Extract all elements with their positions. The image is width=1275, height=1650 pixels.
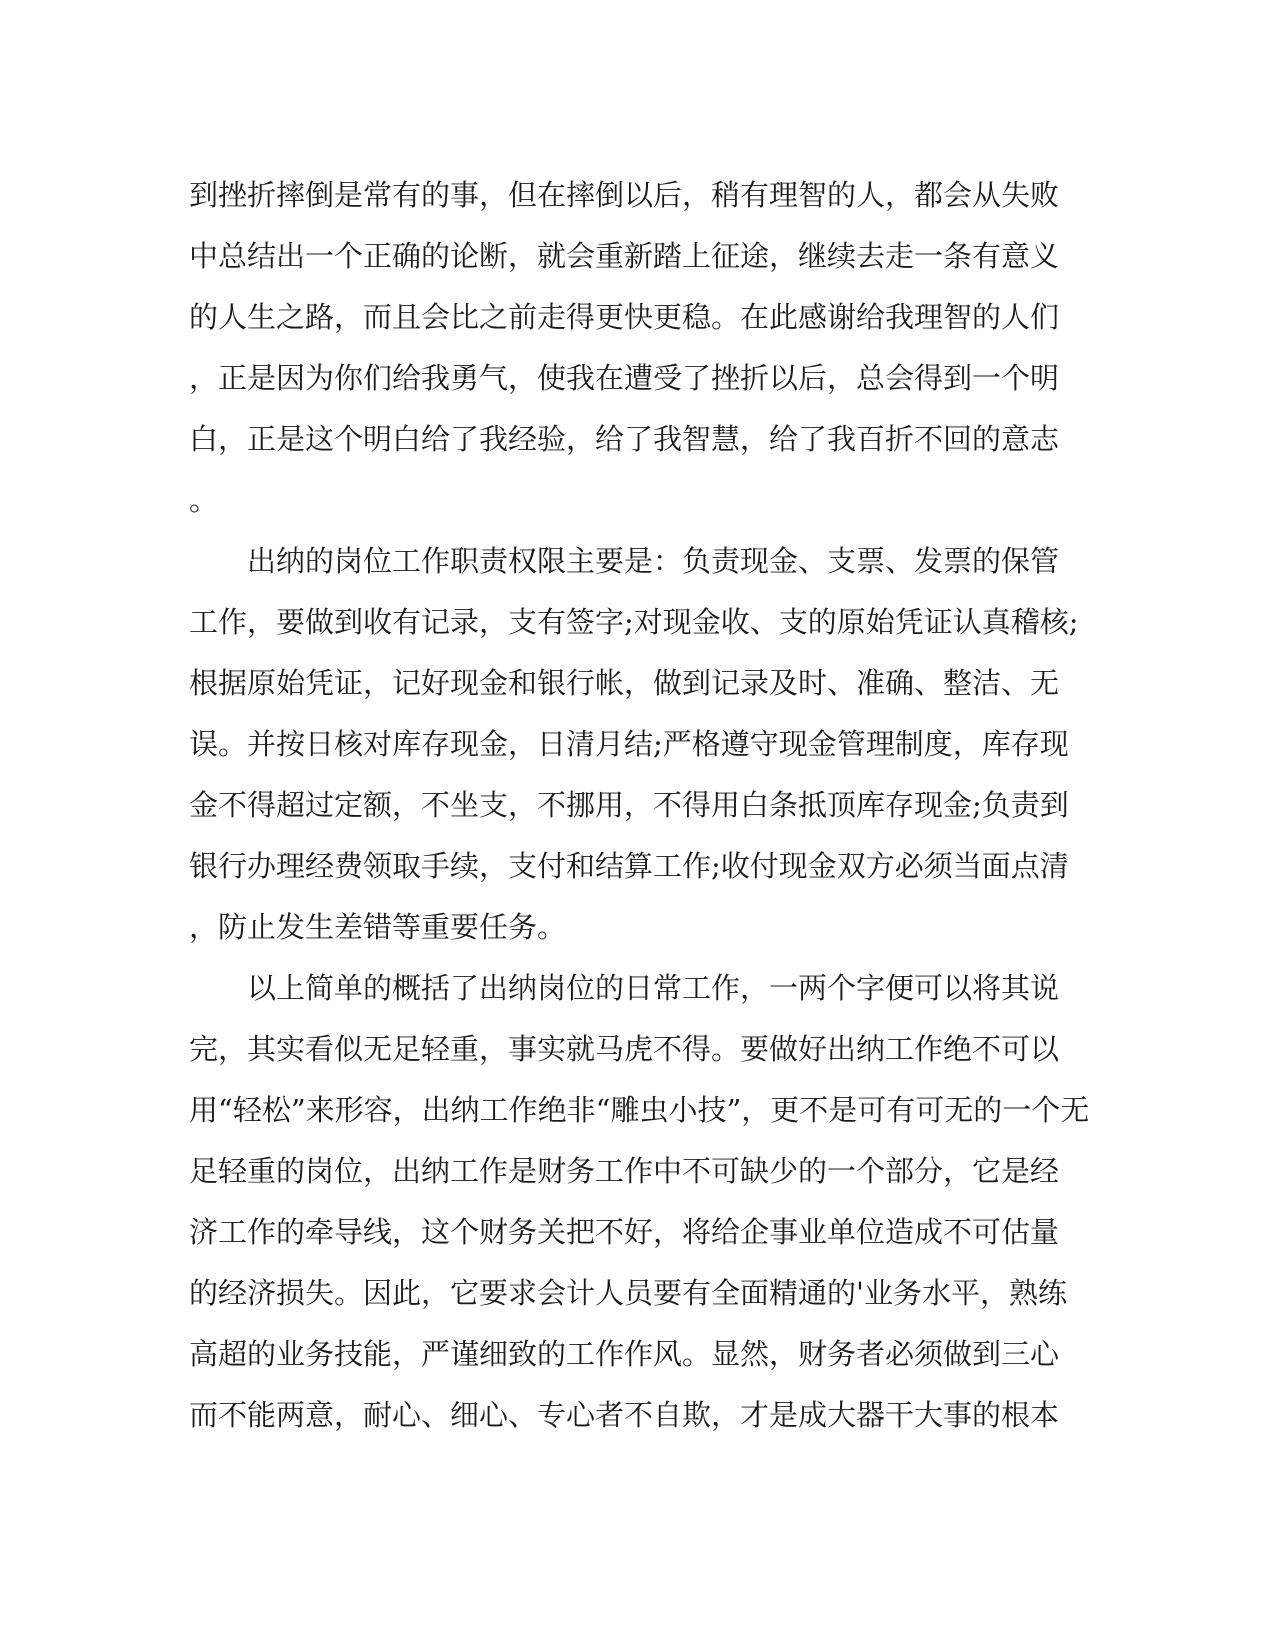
paragraph-line: 中总结出一个正确的论断，就会重新踏上征途，继续去走一条有意义 (189, 239, 1060, 273)
paragraph-line: 的人生之路，而且会比之前走得更快更稳。在此感谢给我理智的人们 (189, 300, 1060, 334)
paragraph-line: 而不能两意，耐心、细心、专心者不自欺，才是成大器干大事的根本 (189, 1398, 1060, 1432)
paragraph-line: 金不得超过定额，不坐支，不挪用，不得用白条抵顶库存现金;负责到 (189, 788, 1069, 822)
paragraph-1 (189, 165, 1089, 531)
paragraph-line: 出纳的岗位工作职责权限主要是：负责现金、支票、发票的保管 (189, 544, 1060, 578)
paragraph-line: ，防止发生差错等重要任务。 (189, 910, 567, 944)
paragraph-line: 的经济损失。因此，它要求会计人员要有全面精通的'业务水平，熟练 (189, 1276, 1067, 1310)
paragraph-line: 足轻重的岗位，出纳工作是财务工作中不可缺少的一个部分，它是经 (189, 1154, 1060, 1188)
paragraph-line: 白，正是这个明白给了我经验，给了我智慧，给了我百折不回的意志 (189, 422, 1060, 456)
paragraph-line: 。 (189, 483, 219, 517)
body-text (189, 165, 1089, 1446)
paragraph-line: 济工作的牵导线，这个财务关把不好，将给企事业单位造成不可估量 (189, 1215, 1060, 1249)
paragraph-line: 银行办理经费领取手续，支付和结算工作;收付现金双方必须当面点清 (189, 849, 1069, 883)
paragraph-line: 用“轻松”来形容，出纳工作绝非“雕虫小技”，更不是可有可无的一个无 (189, 1093, 1090, 1127)
paragraph-line: ，正是因为你们给我勇气，使我在遭受了挫折以后，总会得到一个明 (189, 361, 1060, 395)
paragraph-3 (189, 958, 1089, 1446)
paragraph-line: 到挫折摔倒是常有的事，但在摔倒以后，稍有理智的人，都会从失败 (189, 178, 1060, 212)
paragraph-line: 误。并按日核对库存现金，日清月结;严格遵守现金管理制度，库存现 (189, 727, 1069, 761)
paragraph-2 (189, 531, 1089, 958)
paragraph-line: 以上简单的概括了出纳岗位的日常工作，一两个字便可以将其说 (189, 971, 1060, 1005)
paragraph-line: 高超的业务技能，严谨细致的工作作风。显然，财务者必须做到三心 (189, 1337, 1060, 1371)
paragraph-line: 根据原始凭证，记好现金和银行帐，做到记录及时、准确、整洁、无 (189, 666, 1060, 700)
paragraph-line: 工作，要做到收有记录，支有签字;对现金收、支的原始凭证认真稽核; (189, 605, 1079, 639)
paragraph-line: 完，其实看似无足轻重，事实就马虎不得。要做好出纳工作绝不可以 (189, 1032, 1060, 1066)
